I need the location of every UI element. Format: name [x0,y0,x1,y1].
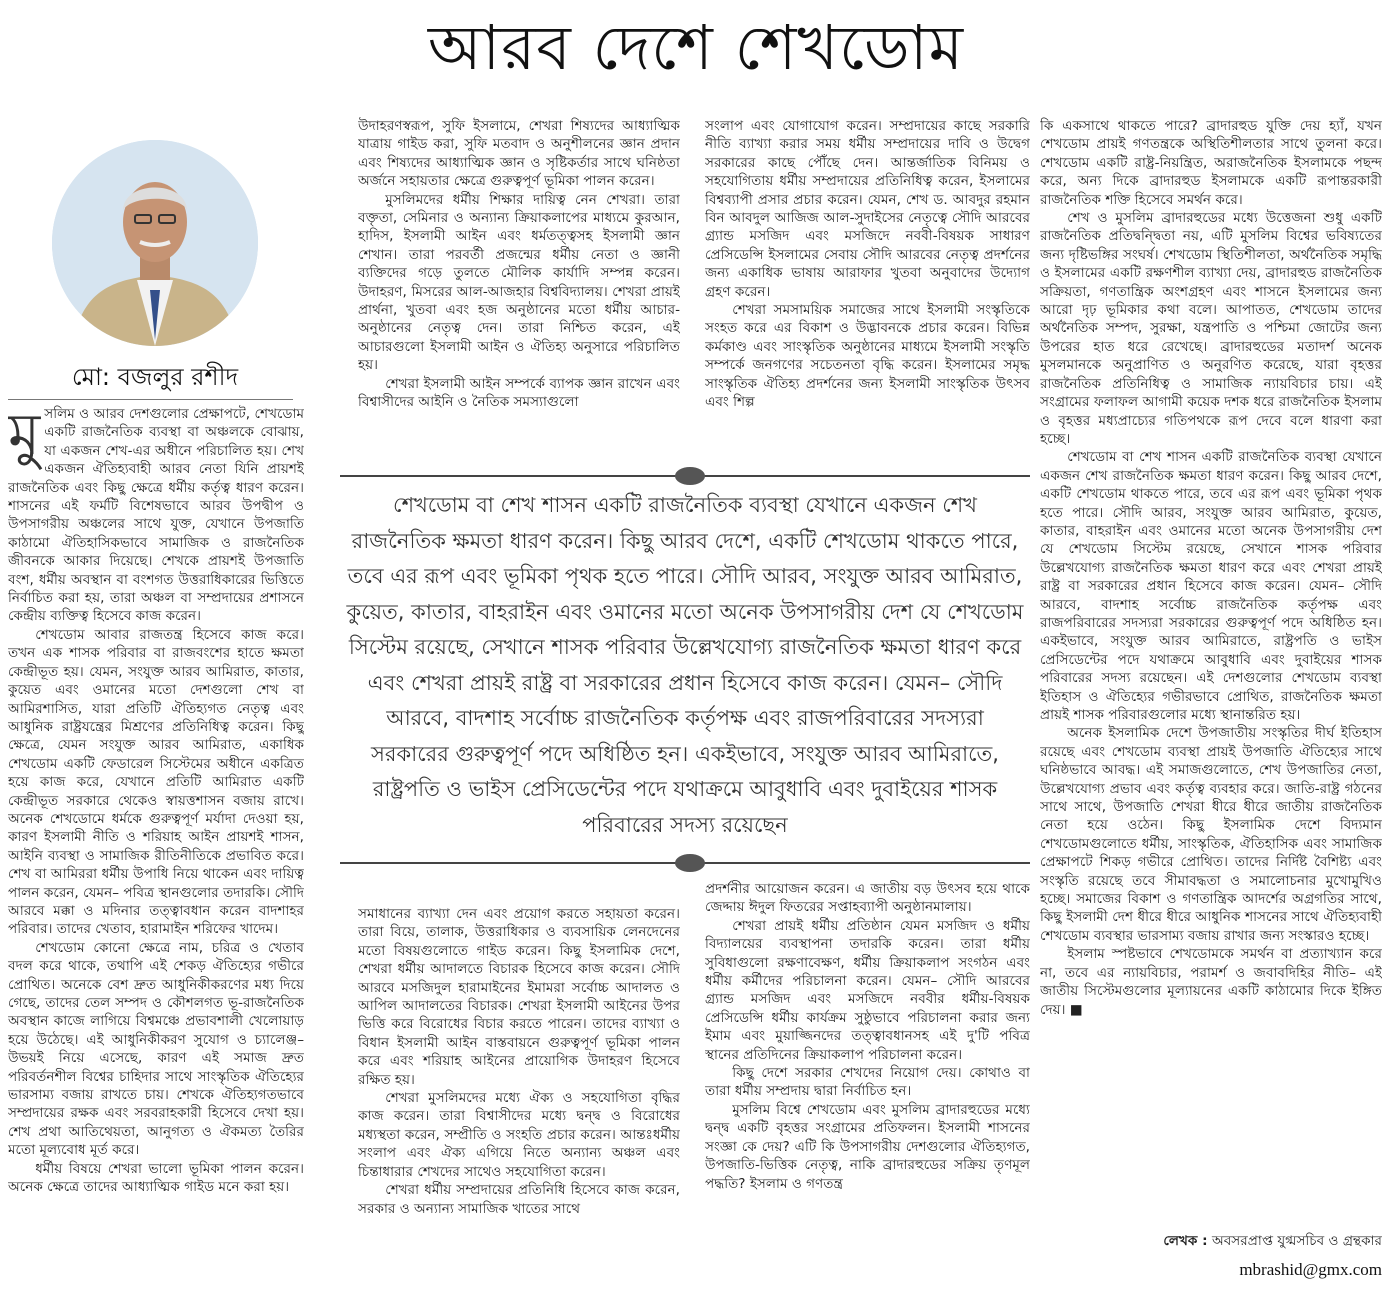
article-paragraph: শেখরা প্রায়ই ধর্মীয় প্রতিষ্ঠান যেমন মসজিদ ও ধর্মীয় বিদ্যালয়ের ব্যবস্থাপনা তদারকি করেন। তারা ধর্মীয় সুবিধাগুলো রক্ষণাবেক্ষণ, ধর্মীয় ক্রিয়াকলাপ সংগঠন এবং ধর্মীয় কর্মীদের পরিচালনা করেন। যেমন– সৌদি আরবের গ্র্যান্ড মসজিদ এবং মসজিদে নববীর ধর্মীয়-বিষয়ক প্রেসিডেন্সি ধর্মীয় কার্যক্রম সুষ্ঠুভাবে পরিচালনা করার জন্য ইমাম এবং মুয়াজ্জিনদের তত্ত্বাবধানসহ এই দু'টি পবিত্র স্থানের প্রতিদিনের ক্রিয়াকলাপ পরিচালনা করেন। [705,917,1030,1063]
column-4 [1040,117,1382,1221]
article-paragraph: শেখরা ইসলামী আইন সম্পর্কে ব্যাপক জ্ঞান রাখেন এবং বিশ্বাসীদের আইনি ও নৈতিক সমস্যাগুলো [358,375,680,411]
author-name: মো: বজলুর রশীদ [71,363,239,391]
article-paragraph: সমাধানের ব্যাখ্যা দেন এবং প্রয়োগ করতে সহায়তা করেন। তারা বিয়ে, তালাক, উত্তরাধিকার ও ব্যবসায়িক লেনদেনের মতো বিষয়গুলোতে গাইড করেন। কিছু ইসলামিক দেশে, শেখরা ধর্মীয় আদালতে বিচারক হিসেবে কাজ করেন। সৌদি আরবে মসজিদুল হারামাইনের ইমামরা সর্বোচ্চ আদালত ও আপিল আদালতের বিচারক। শেখরা ইসলামী আইনের উপর ভিত্তি করে বিরোধের বিচার করতে পারেন। তাদের ব্যাখ্যা ও বিধান ইসলামী আইন বাস্তবায়নে গুরুত্বপূর্ণ ভূমিকা পালন করে এবং শরিয়াহ আইনের প্রায়োগিক উদাহরণ হিসেবে রক্ষিত হয়। [358,906,680,1088]
divider-ornament-icon [675,854,705,872]
article-paragraph: ইসলাম স্পষ্টভাবে শেখডোমকে সমর্থন বা প্রত্যাখ্যান করে না, তবে এর ন্যায়বিচার, পরামর্শ ও জবাবদিহির নীতি– এই জাতীয় সিস্টেমগুলোর মূল্যায়নের একটি কাঠামোর দিকে ইঙ্গিত দেয়। ■ [1040,946,1382,1018]
article-paragraph: শেখডোম আবার রাজতন্ত্র হিসেবে কাজ করে। তখন এক শাসক পরিবার বা রাজবংশের হাতে ক্ষমতা কেন্দ্রীভূত হয়। যেমন, সংযুক্ত আরব আমিরাত, কাতার, কুয়েত এবং ওমানের মতো দেশগুলো শেখ বা আমিরশাসিত, যারা প্রতিটি ঐতিহ্যগত নেতৃত্ব এবং আধুনিক রাষ্ট্রযন্ত্রের মিশ্রণের প্রতিনিধিত্ব করেন। কিছু ক্ষেত্রে, যেমন সংযুক্ত আরব আমিরাত, একাধিক শেখডোম একটি ফেডারেল সিস্টেমের অধীনে একত্রিত হয়ে কাজ করে, যেখানে প্রতিটি আমিরাত একটি কেন্দ্রীভূত সরকারে থেকেও স্বায়ত্তশাসন বজায় রাখে। অনেক শেখডোমে ধর্মকে গুরুত্বপূর্ণ মর্যাদা দেওয়া হয়, কারণ ইসলামী নীতি ও শরিয়াহ আইন প্রায়শই শাসন, আইনি ব্যবস্থা ও সামাজিক রীতিনীতিকে প্রভাবিত করে। শেখ বা আমিররা ধর্মীয় উপাধি নিয়ে থাকেন এবং দায়িত্ব পালন করেন, যেমন– পবিত্র স্থানগুলোর তদারকি। সৌদি আরবে মক্কা ও মদিনার তত্ত্বাবধান করেন বাদশাহর পরিবার। তাদের খেতাব, হারামাইন শরিফের খাদেম। [8,626,304,938]
pull-quote-bottom-divider [340,862,1030,864]
pull-quote-top-divider [340,475,1030,477]
article-paragraph: সলিম ও আরব দেশগুলোর প্রেক্ষাপটে, শেখডোম একটি রাজনৈতিক ব্যবস্থা বা অঞ্চলকে বোঝায়, যা একজন শেখ-এর অধীনে পরিচালিত হয়। শেখ একজন ঐতিহ্যবাহী আরব নেতা যিনি প্রায়শই রাজনৈতিক এবং কিছু ক্ষেত্রে ধর্মীয় কর্তৃত্ব ধারণ করেন। শাসনের এই ফর্মটি বিশেষভাবে আরব উপদ্বীপ ও উপসাগরীয় অঞ্চলের সাথে যুক্ত, যেখানে উপজাতি কাঠামো ঐতিহাসিকভাবে সামাজিক ও রাজনৈতিক জীবনকে আকার দিয়েছে। শেখকে প্রায়শই উপজাতি বংশ, ধর্মীয় অবস্থান বা বংশগত উত্তরাধিকারের ভিত্তিতে নির্বাচিত করা হয়, তারা অঞ্চল বা সম্প্রদায়ের প্রশাসনে কেন্দ্রীয় ব্যক্তিত্ব হিসেবে কাজ করেন। [8,406,304,625]
article-paragraph: মুসলিম বিশ্বে শেখডোম এবং মুসলিম ব্রাদারহুডের মধ্যে দ্বন্দ্ব একটি বৃহত্তর সংগ্রামের প্রতিফলন। ইসলামী শাসনের সংজ্ঞা কে দেয়? এটি কি উপসাগরীয় দেশগুলোর ঐতিহ্যগত, উপজাতি-ভিত্তিক নেতৃত্ব, নাকি ব্রাদারহুডের সক্রিয় তৃণমূল পদ্ধতি? ইসলাম ও গণতন্ত্র [705,1101,1030,1192]
byline [1163,1229,1382,1253]
article-paragraph: মুসলিমদের ধর্মীয় শিক্ষার দায়িত্ব নেন শেখরা। তারা বক্তৃতা, সেমিনার ও অন্যান্য ক্রিয়াকলাপের মাধ্যমে কুরআন, হাদিস, ইসলামী আইন এবং ধর্মতত্ত্বসহ ইসলামী জ্ঞান শেখান। তারা পরবর্তী প্রজন্মের ধর্মীয় নেতা ও জ্ঞানী ব্যক্তিদের গড়ে তুলতে মৌলিক কার্যাদি সম্পন্ন করেন। উদাহরণ, মিসরের আল-আজহার বিশ্ববিদ্যালয়। শেখরা প্রায়ই প্রার্থনা, খুতবা এবং হজ অনুষ্ঠানের মতো ধর্মীয় আচার-অনুষ্ঠানের নেতৃত্ব দেন। তারা নিশ্চিত করেন, এই আচারগুলো ইসলামী আইন ও ঐতিহ্য অনুসারে পরিচালিত হয়। [358,191,680,374]
article-paragraph: প্রদর্শনীর আয়োজন করেন। এ জাতীয় বড় উৎসব হয়ে থাকে জেদ্দায় ঈদুল ফিতরের সপ্তাহব্যাপী অনুষ্ঠানমালায়। [705,881,1030,916]
author-photo [52,140,258,346]
article-paragraph: শেখডোম বা শেখ শাসন একটি রাজনৈতিক ব্যবস্থা যেখানে একজন শেখ রাজনৈতিক ক্ষমতা ধারণ করেন। কিছু আরব দেশে, একটি শেখডোম থাকতে পারে, তবে এর রূপ এবং ভূমিকা পৃথক হতে পারে। সৌদি আরব, সংযুক্ত আরব আমিরাত, কুয়েত, কাতার, বাহরাইন এবং ওমানের মতো অনেক উপসাগরীয় দেশ যে শেখডোম সিস্টেম রয়েছে, সেখানে শাসক পরিবার উল্লেখযোগ্য রাজনৈতিক ক্ষমতা ধারণ করে এবং শেখরা প্রায়ই রাষ্ট্র বা সরকারের প্রধান হিসেবে কাজ করেন। যেমন– সৌদি আরবে, বাদশাহ সর্বোচ্চ রাজনৈতিক কর্তৃপক্ষ এবং রাজপরিবারের সদস্যরা সরকারের গুরুত্বপূর্ণ পদে অধিষ্ঠিত হন। একইভাবে, সংযুক্ত আরব আমিরাতে, রাষ্ট্রপতি ও ভাইস প্রেসিডেন্টের পদে যথাক্রমে আবুধাবি এবং দুবাইয়ের শাসক পরিবারের সদস্য রয়েছেন। এই দেশগুলোর শেখডোম ব্যবস্থা ইতিহাস ও ঐতিহ্যের গভীরভাবে প্রোথিত, রাজনৈতিক ক্ষমতা প্রায়ই শাসক পরিবারগুলোর মধ্যে স্থানান্তরিত হয়। [1040,449,1382,723]
author-portrait-icon [52,140,258,346]
article-paragraph: অনেক ইসলামিক দেশে উপজাতীয় সংস্কৃতির দীর্ঘ ইতিহাস রয়েছে এবং শেখডোম ব্যবস্থা প্রায়ই উপজাতি ঐতিহ্যের সাথে ঘনিষ্ঠভাবে আবদ্ধ। এই সমাজগুলোতে, শেখ উপজাতির নেতা, উল্লেখযোগ্য প্রভাব এবং কর্তৃত্ব ব্যবহার করে। জাতি-রাষ্ট্র গঠনের সাথে সাথে, উপজাতি শেখরা ধীরে ধীরে জাতীয় রাজনৈতিক নেতা হয়ে ওঠেন। কিছু ইসলামিক দেশে বিদ্যমান শেখডোমগুলোতে ধর্মীয়, সাংস্কৃতিক, ঐতিহাসিক এবং সামাজিক প্রেক্ষাপটে শিকড় গভীরে প্রোথিত। তাদের নির্দিষ্ট বৈশিষ্ট্য এবং সংস্কৃতি রয়েছে তবে সীমাবদ্ধতা ও সমালোচনার মুখোমুখিও হচ্ছে। সমাজের বিকাশ ও গণতান্ত্রিক আদর্শের অগ্রগতির সাথে, কিছু ইসলামী দেশ ধীরে ধীরে আধুনিক শাসনের সাথে ঐতিহ্যবাহী শেখডোম ব্যবস্থার ভারসাম্য বজায় রাখার জন্য সংস্কারও হচ্ছে। [1040,725,1382,944]
author-divider [8,399,293,400]
column-2-bottom [358,905,680,1273]
article-paragraph: শেখডোম কোনো ক্ষেত্রে নাম, চরিত্র ও খেতাব বদল করে থাকে, তথাপি এই শেকড় ঐতিহ্যের গভীরে প্রোথিত। অনেকে বেশ দ্রুত আধুনিকীকরণের মধ্য দিয়ে গেছে, তাদের তেল সম্পদ ও কৌশলগত ভূ-রাজনৈতিক অবস্থান কাজে লাগিয়ে বিশ্বমঞ্চে প্রভাবশালী খেলোয়াড় হয়ে উঠেছে। এই আধুনিকীকরণ সুযোগ ও চ্যালেঞ্জ– উভয়ই নিয়ে এসেছে, কারণ এই সমাজ দ্রুত পরিবর্তনশীল বিশ্বের চাহিদার সাথে সাংস্কৃতিক ঐতিহ্যের ভারসাম্য বজায় রাখতে চায়। শেখকে ঐতিহ্যগতভাবে সম্প্রদায়ের রক্ষক এবং সরবরাহকারী হিসেবে দেখা হয়। শেখ প্রথা আতিথেয়তা, আনুগত্য ও ঐকমত্য তৈরির মতো মূল্যবোধ মূর্ত করে। [8,939,304,1159]
article-paragraph: কি একসাথে থাকতে পারে? ব্রাদারহুড যুক্তি দেয় হ্যাঁ, যখন শেখডোম প্রায়ই গণতন্ত্রকে অস্থিতিশীলতার সাথে তুলনা করে। শেখডোম একটি রাষ্ট্র-নিয়ন্ত্রিত, অরাজনৈতিক ইসলামকে পছন্দ করে, অন্য দিকে ব্রাদারহুড ইসলামকে একটি রূপান্তরকারী রাজনৈতিক শক্তি হিসেবে সমর্থন করে। [1040,118,1382,208]
article-paragraph: উদাহরণস্বরূপ, সুফি ইসলামে, শেখরা শিষ্যদের আধ্যাত্মিক যাত্রায় গাইড করা, সুফি মতবাদ ও অনুশীলনের জ্ঞান প্রদান এবং শিষ্যদের আধ্যাত্মিক জ্ঞান ও সৃষ্টিকর্তার সাথে ঘনিষ্ঠতা অর্জনে সহায়তার ক্ষেত্রে গুরুত্বপূর্ণ ভূমিকা পালন করেন। [358,118,680,190]
column-2-top [358,117,680,448]
byline-value: অবসরপ্রাপ্ত যুগ্মসচিব ও গ্রন্থকার [1211,1233,1382,1249]
byline-label: লেখক : [1163,1233,1208,1249]
article-paragraph: কিছু দেশে সরকার শেখদের নিয়োগ দেয়। কোথাও বা তারা ধর্মীয় সম্প্রদায় দ্বারা নির্বাচিত হন। [705,1065,1030,1100]
pull-quote: শেখডোম বা শেখ শাসন একটি রাজনৈতিক ব্যবস্থা যেখানে একজন শেখ রাজনৈতিক ক্ষমতা ধারণ করেন। কিছু আরব দেশে, একটি শেখডোম থাকতে পারে, তবে এর রূপ এবং ভূমিকা পৃথক হতে পারে। সৌদি আরব, সংযুক্ত আরব আমিরাত, কুয়েত, কাতার, বাহরাইন এবং ওমানের মতো অনেক উপসাগরীয় দেশ যে শেখডোম সিস্টেম রয়েছে, সেখানে শাসক পরিবার উল্লেখযোগ্য রাজনৈতিক ক্ষমতা ধারণ করে এবং শেখরা প্রায়ই রাষ্ট্র বা সরকারের প্রধান হিসেবে কাজ করেন। যেমন– সৌদি আরবে, বাদশাহ সর্বোচ্চ রাজনৈতিক কর্তৃপক্ষ এবং রাজপরিবারের সদস্যরা সরকারের গুরুত্বপূর্ণ পদে অধিষ্ঠিত হন। একইভাবে, সংযুক্ত আরব আমিরাতে, রাষ্ট্রপতি ও ভাইস প্রেসিডেন্টের পদে যথাক্রমে আবুধাবি এবং দুবাইয়ের শাসক পরিবারের সদস্য রয়েছেন [346,493,1024,837]
signoff-block [1040,1229,1382,1285]
article-paragraph: শেখরা ধর্মীয় সম্প্রদায়ের প্রতিনিধি হিসেবে কাজ করেন, সরকার ও অন্যান্য সামাজিক খাতের সাথে [358,1182,680,1217]
article-paragraph: শেখরা সমসাময়িক সমাজের সাথে ইসলামী সংস্কৃতিকে সংহত করে এর বিকাশ ও উদ্ভাবনকে প্রচার করেন। বিভিন্ন কর্মকাণ্ড এবং সাংস্কৃতিক অনুষ্ঠানের মাধ্যমে ইসলামী সংস্কৃতি সম্পর্কে জনগণের সচেতনতা বৃদ্ধি করেন। ইসলামের সমৃদ্ধ সাংস্কৃতিক ঐতিহ্য প্রদর্শনের জন্য ইসলামী সাংস্কৃতিক উৎসব এবং শিল্প [705,302,1030,411]
article-paragraph: শেখ ও মুসলিম ব্রাদারহুডের মধ্যে উত্তেজনা শুধু একটি রাজনৈতিক প্রতিদ্বন্দ্বিতা নয়, এটি মুসলিম বিশ্বের ভবিষ্যতের জন্য দৃষ্টিভঙ্গির সংঘর্ষ। শেখডোম স্থিতিশীলতা, অর্থনৈতিক সমৃদ্ধি ও ইসলামের একটি রক্ষণশীল ব্যাখ্যা দেয়, ব্রাদারহুড রাজনৈতিক সক্রিয়তা, গণতান্ত্রিক অংশগ্রহণ এবং শাসনে ইসলামের জন্য আরো দৃঢ় ভূমিকার কথা বলে। আপাতত, শেখডোম তাদের অর্থনৈতিক সম্পদ, সুরক্ষা, যন্ত্রপাতি ও পশ্চিমা জোটের জন্য উপরের হাত ধরে রেখেছে। ব্রাদারহুডের মতাদর্শ অনেক মুসলমানকে অনুপ্রাণিত ও অনুরণিত করেছে, যারা বৃহত্তর রাজনৈতিক প্রতিনিধিত্ব ও সামাজিক ন্যায়বিচার চায়। এই সংগ্রামের ফলাফল আগামী কয়েক দশক ধরে রাজনৈতিক ইসলাম ও বৃহত্তর মধ্যপ্রাচ্যের গতিপথকে রূপ দেবে বলে ধারণা করা হচ্ছে। [1040,210,1382,447]
drop-cap: মু [8,405,41,468]
divider-ornament-icon [675,467,705,485]
article-paragraph: শেখরা মুসলিমদের মধ্যে ঐক্য ও সহযোগিতা বৃদ্ধির কাজ করেন। তারা বিশ্বাসীদের মধ্যে দ্বন্দ্ব ও বিরোধের মধ্যস্থতা করেন, সম্প্রীতি ও সংহতি প্রচার করেন। আন্তঃধর্মীয় সংলাপ এবং ঐক্য এগিয়ে নিতে অন্যান্য অঞ্চল এবং চিন্তাধারার শেখদের সাথেও সহযোগিতা করেন। [358,1090,680,1180]
column-1 [8,405,304,1277]
author-email[interactable]: mbrashid@gmx.com [1239,1260,1382,1279]
article-title: আরব দেশে শেখডোম [427,11,965,84]
column-3-bottom [705,880,1030,1266]
article-paragraph: সংলাপ এবং যোগাযোগ করেন। সম্প্রদায়ের কাছে সরকারি নীতি ব্যাখ্যা করার সময় ধর্মীয় সম্প্রদায়ের দাবি ও উদ্বেগ সরকারের কাছে পৌঁছে দেন। আন্তর্জাতিক বিনিময় ও সহযোগিতায় ধর্মীয় সম্প্রদায়ের প্রতিনিধিত্ব করেন, ইসলামের বিশ্বব্যাপী প্রসার প্রচার করেন। যেমন, শেখ ড. আবদুর রহমান বিন আবদুল আজিজ আল-সুদাইসের নেতৃত্বে সৌদি আরবের গ্র্যান্ড মসজিদ এবং মসজিদে নববী-বিষয়ক সাধারণ প্রেসিডেন্সি ইসলামের সেবায় সৌদি আরবের নেতৃত্ব প্রদর্শনের জন্য একাধিক ভাষায় আরাফার খুতবা অনুবাদের উদ্যোগ গ্রহণ করেন। [705,118,1030,300]
column-3-top [705,117,1030,448]
article-paragraph: ধর্মীয় বিষয়ে শেখরা ভালো ভূমিকা পালন করেন। অনেক ক্ষেত্রে তাদের আধ্যাত্মিক গাইড মনে করা হয়। [8,1160,304,1196]
